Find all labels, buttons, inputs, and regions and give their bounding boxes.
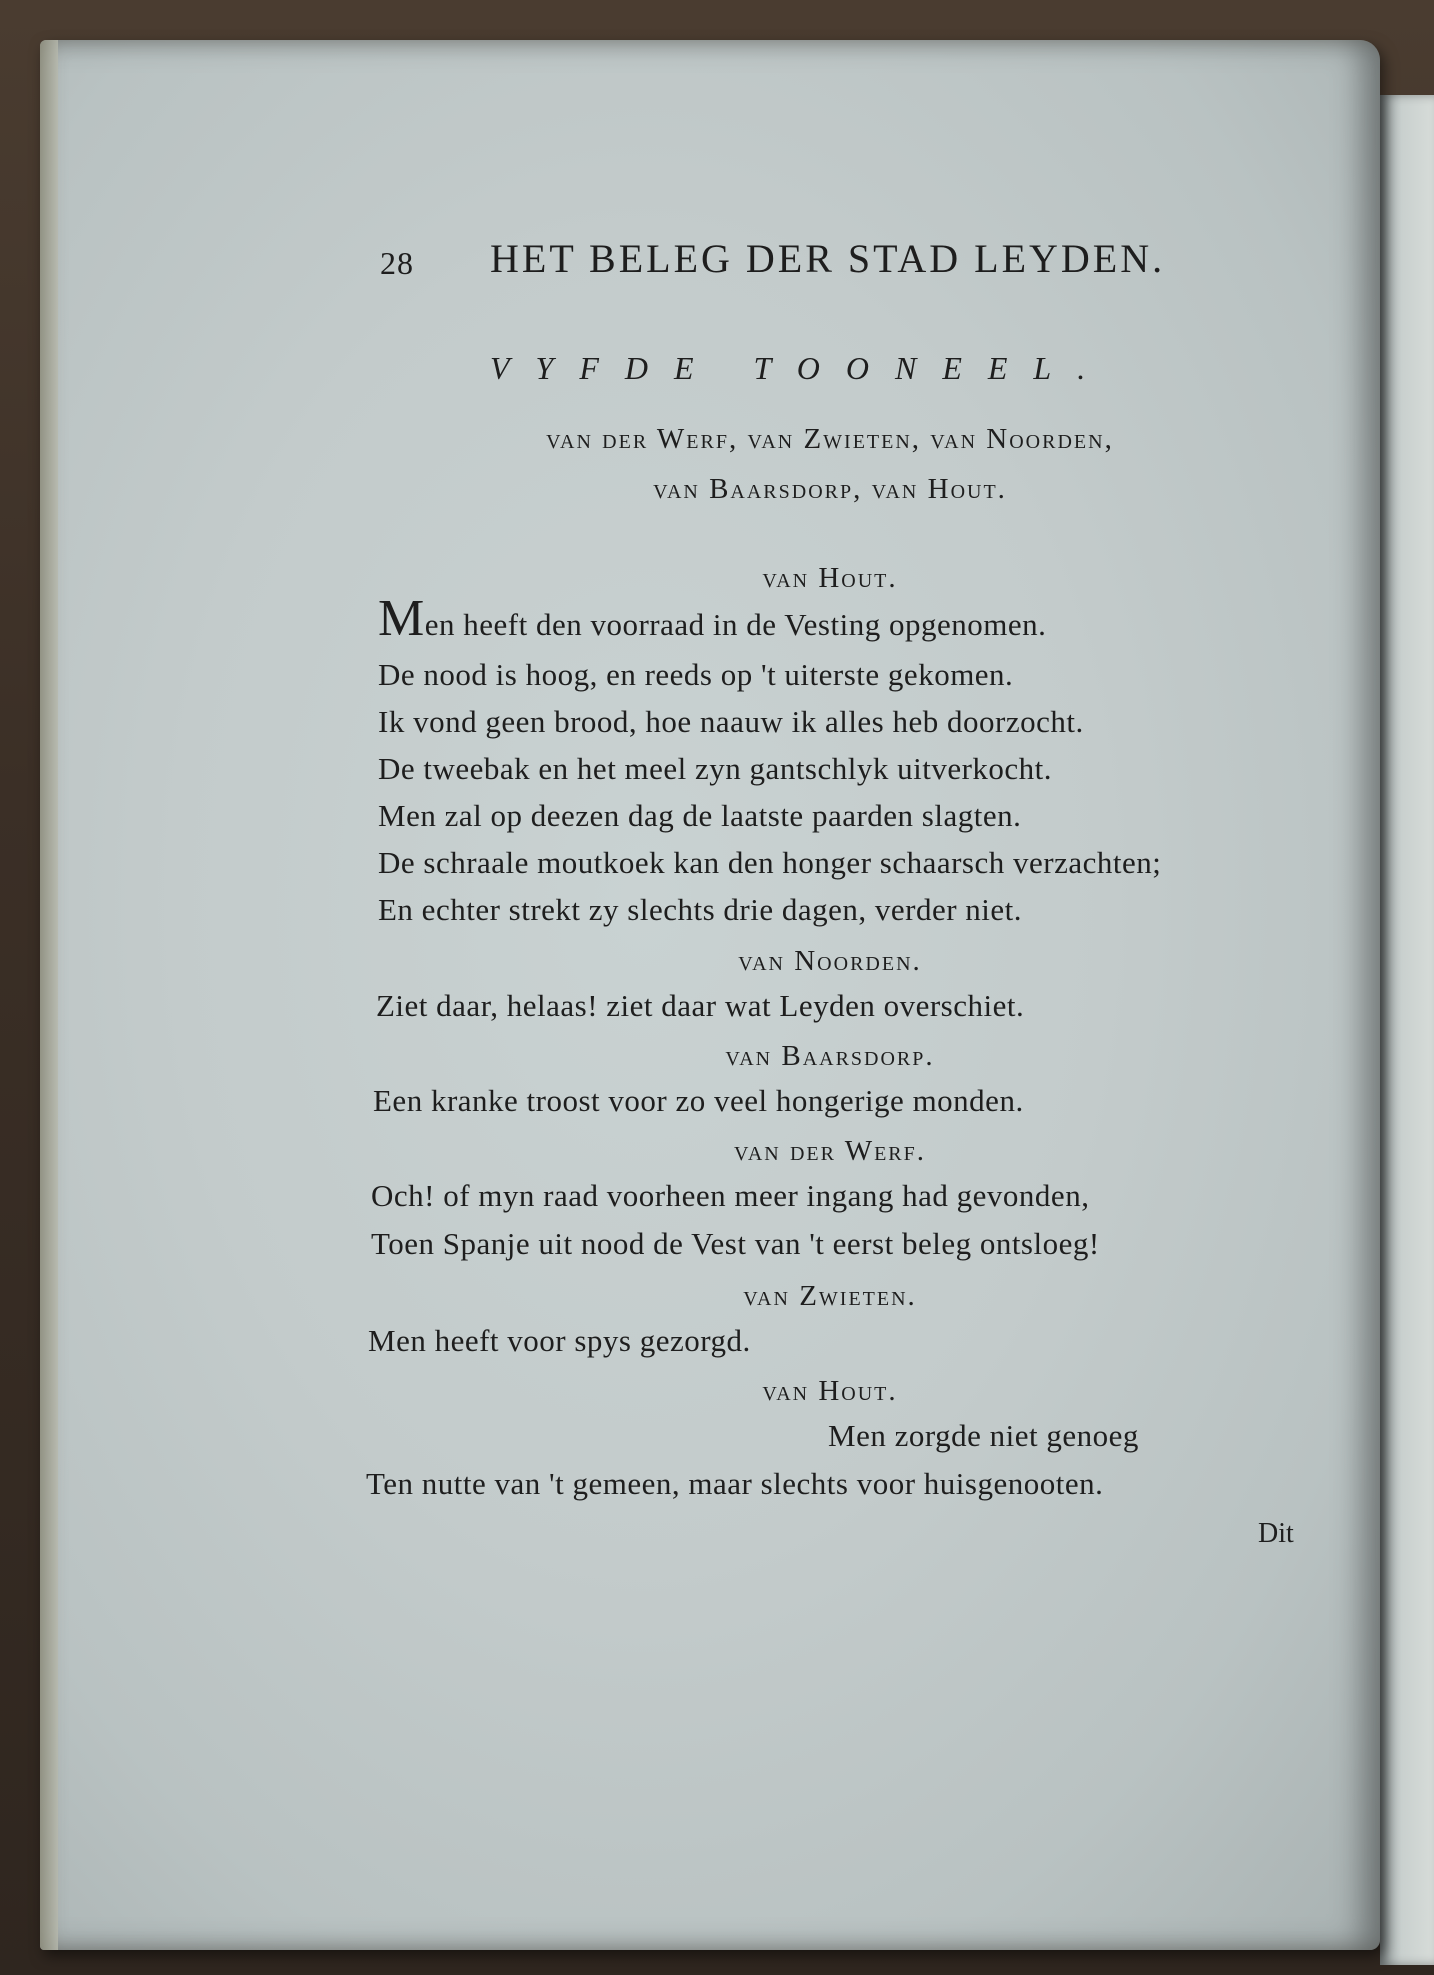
scene-heading: VYFDE TOONEEL. <box>490 350 1112 386</box>
verse-line: Men heeft voor spys gezorgd. <box>368 1323 751 1358</box>
catchword: Dit <box>1258 1518 1294 1549</box>
drop-cap: M <box>378 590 425 647</box>
verse-line-text: en heeft den voorraad in de Vesting opgenomen. <box>424 607 1047 642</box>
speaker-name: van Zwieten. <box>743 1280 917 1312</box>
speaker-name: van der Werf. <box>733 1135 927 1167</box>
book-page <box>40 40 1380 1950</box>
speaker-name: van Noorden. <box>738 945 922 977</box>
facing-page-edge <box>1380 95 1434 1965</box>
running-title: HET BELEG DER STAD LEYDEN. <box>490 236 1166 281</box>
cast-list-line-2: van Baarsdorp, van Hout. <box>653 473 1007 505</box>
verse-line: Een kranke troost voor zo veel hongerige monden. <box>373 1083 1024 1118</box>
verse-line: De tweebak en het meel zyn gantschlyk uitverkocht. <box>378 751 1053 786</box>
cast-list-line-1: van der Werf, van Zwieten, van Noorden, <box>546 423 1114 455</box>
verse-line: Och! of myn raad voorheen meer ingang had gevonden, <box>371 1178 1090 1213</box>
verse-line: En echter strekt zy slechts drie dagen, verder niet. <box>378 892 1023 927</box>
verse-line: Men zal op deezen dag de laatste paarden slagten. <box>378 798 1022 833</box>
verse-line: Ziet daar, helaas! ziet daar wat Leyden overschiet. <box>376 988 1025 1023</box>
page-content <box>40 40 1380 1950</box>
verse-line <box>378 590 1047 647</box>
speaker-name: van Hout. <box>762 1375 898 1407</box>
running-head <box>380 235 1240 295</box>
verse-line: De schraale moutkoek kan den honger schaarsch verzachten; <box>378 845 1162 880</box>
verse-line: De nood is hoog, en reeds op 't uiterste gekomen. <box>378 657 1014 692</box>
page-number: 28 <box>380 245 414 281</box>
verse-line: Toen Spanje uit nood de Vest van 't eerst beleg ontsloeg! <box>371 1226 1100 1261</box>
verse-line: Men zorgde niet genoeg <box>828 1418 1139 1453</box>
speaker-name: van Baarsdorp. <box>725 1040 935 1072</box>
verse-line: Ten nutte van 't gemeen, maar slechts voor huisgenooten. <box>366 1466 1104 1501</box>
speaker-name: van Hout. <box>762 562 898 594</box>
verse-line: Ik vond geen brood, hoe naauw ik alles heb doorzocht. <box>378 704 1084 739</box>
